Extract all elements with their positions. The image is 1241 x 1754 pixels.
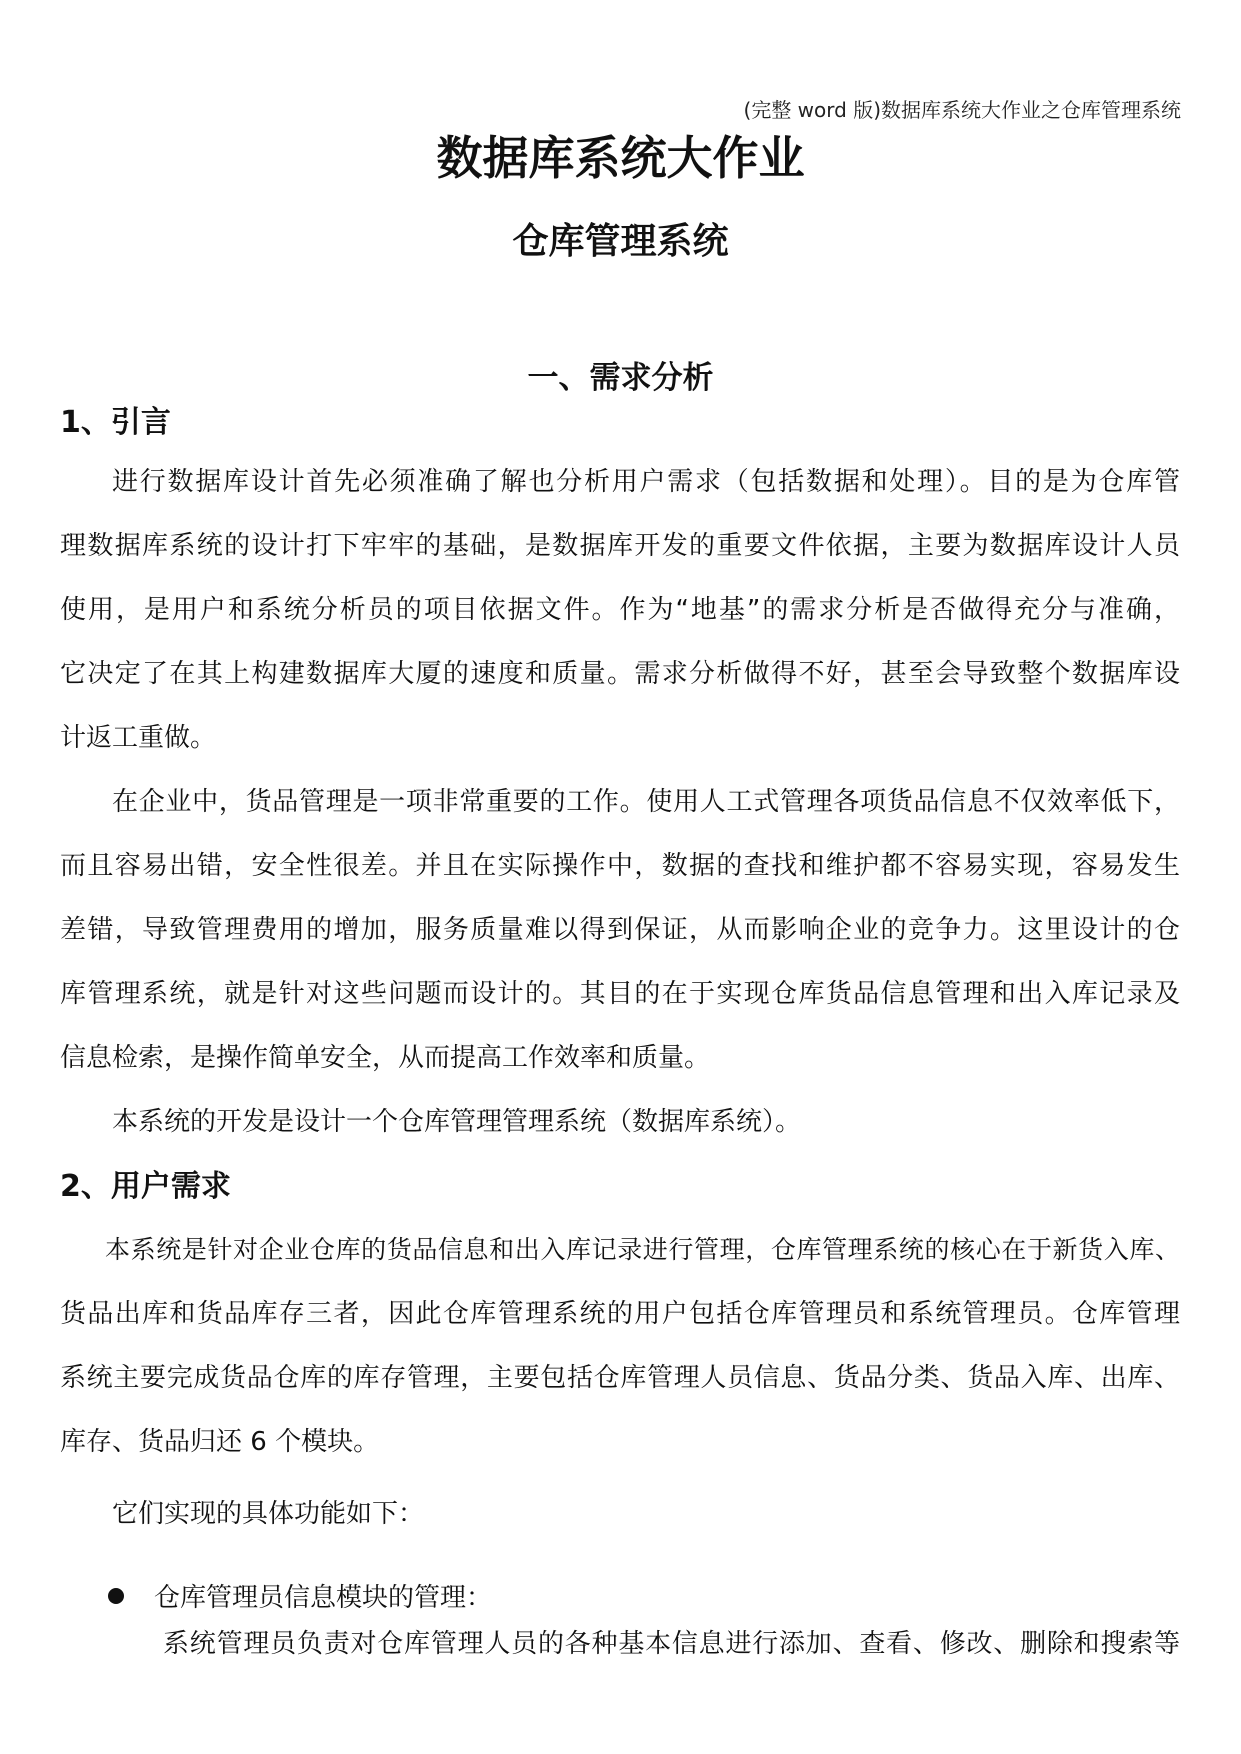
intro-paragraph-line: 信息检索，是操作简单安全，从而提高工作效率和质量。 [60,1043,711,1073]
document-subtitle: 仓库管理系统 [512,221,729,262]
document-title: 数据库系统大作业 [436,131,805,185]
bullet-item-text: 仓库管理员信息模块的管理： [154,1583,493,1613]
bullet-dot-icon [108,1588,124,1604]
section-heading-requirements-analysis: 一、需求分析 [527,360,714,396]
requirements-paragraph-line: 本系统是针对企业仓库的货品信息和出入库记录进行管理，仓库管理系统的核心在于新货入库、 [105,1235,1180,1264]
bullet-list-item [108,1578,492,1618]
intro-paragraph-line: 而且容易出错，安全性很差。并且在实际操作中，数据的查找和维护都不容易实现，容易发生 [60,851,1180,881]
intro-paragraph-line: 差错，导致管理费用的增加，服务质量难以得到保证，从而影响企业的竞争力。这里设计的仓 [60,915,1180,945]
intro-heading: 1、引言 [60,405,171,440]
requirements-paragraph-line: 货品出库和货品库存三者，因此仓库管理系统的用户包括仓库管理员和系统管理员。仓库管理 [60,1299,1180,1329]
intro-paragraph-line: 它决定了在其上构建数据库大厦的速度和质量。需求分析做得不好，甚至会导致整个数据库设 [60,659,1180,689]
intro-paragraph-line: 理数据库系统的设计打下牢牢的基础，是数据库开发的重要文件依据，主要为数据库设计人员 [60,531,1180,561]
intro-paragraph-line: 使用，是用户和系统分析员的项目依据文件。作为“地基”的需求分析是否做得充分与准确， [60,595,1180,625]
intro-paragraph-line: 计返工重做。 [60,723,217,753]
requirements-heading: 2、用户需求 [60,1169,231,1204]
intro-paragraph-line: 在企业中，货品管理是一项非常重要的工作。使用人工式管理各项货品信息不仅效率低下， [112,787,1180,817]
running-header: (完整 word 版)数据库系统大作业之仓库管理系统 [743,98,1181,122]
requirements-paragraph-line: 系统主要完成货品仓库的库存管理，主要包括仓库管理人员信息、货品分类、货品入库、出库、 [60,1363,1180,1393]
intro-paragraph-line: 库管理系统，就是针对这些问题而设计的。其目的在于实现仓库货品信息管理和出入库记录及 [60,979,1180,1009]
intro-paragraph-line: 进行数据库设计首先必须准确了解也分析用户需求（包括数据和处理）。目的是为仓库管 [112,467,1180,497]
requirements-paragraph-line: 它们实现的具体功能如下： [112,1499,425,1529]
requirements-paragraph-line: 库存、货品归还 6 个模块。 [60,1427,380,1457]
intro-paragraph-line: 本系统的开发是设计一个仓库管理管理系统（数据库系统）。 [112,1107,802,1137]
bullet-detail-line: 系统管理员负责对仓库管理人员的各种基本信息进行添加、查看、修改、删除和搜索等 [163,1629,1180,1659]
